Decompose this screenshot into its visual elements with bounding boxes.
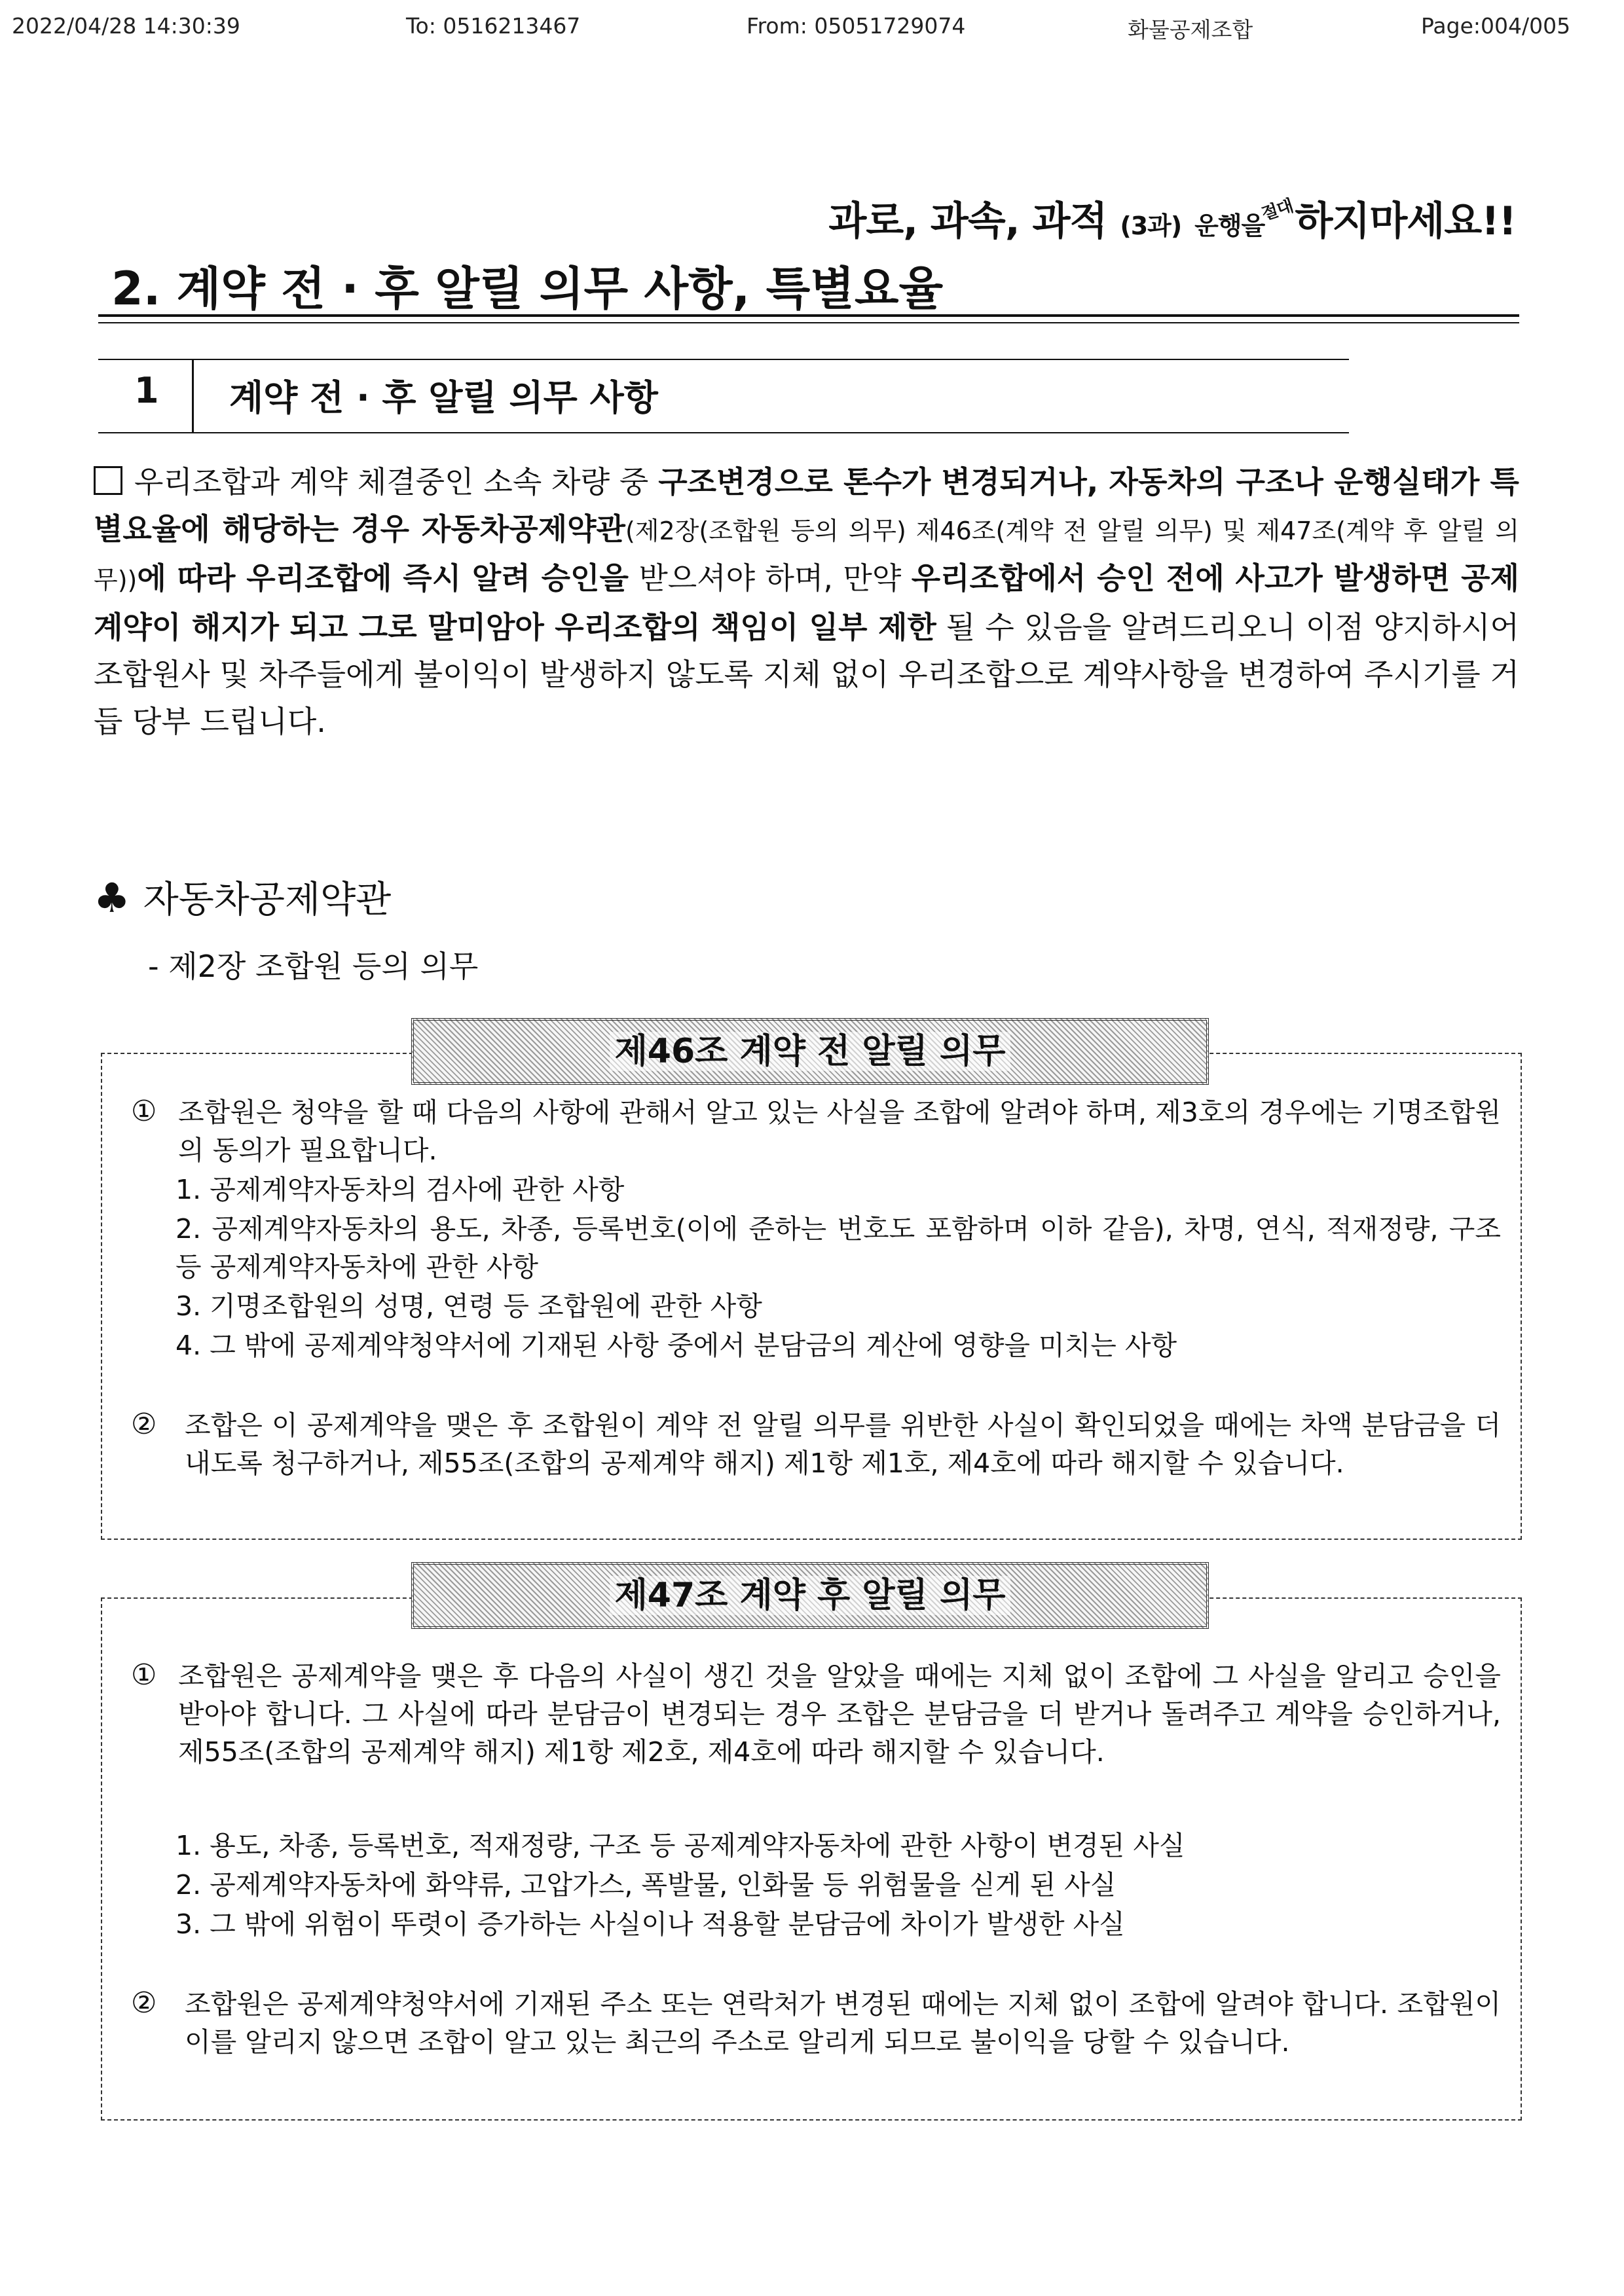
article-47-item: 1. 용도, 차종, 등록번호, 적재정량, 구조 등 공제계약자동차에 관한 사항이 변경된 사실 bbox=[175, 1830, 1185, 1861]
article-47-para2-number: ② bbox=[131, 1986, 157, 2020]
article-46-para1-number: ① bbox=[131, 1095, 157, 1128]
fax-to: To: 0516213467 bbox=[406, 13, 581, 39]
terms-heading: 자동차공제약관 bbox=[143, 879, 392, 921]
article-46-item: 4. 그 밖에 공제계약청약서에 기재된 사항 중에서 분담금의 계산에 영향을 미치는 사항 bbox=[175, 1330, 1177, 1361]
fax-from: From: 05051729074 bbox=[747, 13, 966, 39]
article-47-title-text: 제47조 계약 후 알릴 의무 bbox=[610, 1576, 1011, 1615]
fax-datetime: 2022/04/28 14:30:39 bbox=[12, 13, 240, 39]
intro-bold-1: 구조변경으로 톤수가 변경되거나, 자동차의 구조나 운행실태가 특별요율에 해당하는 경우 자동차공제약관 bbox=[94, 464, 1519, 547]
article-46-item: 2. 공제계약자동차의 용도, 차종, 등록번호(이에 준하는 번호도 포함하며 이하 같음), 차명, 연식, 적재정량, 구조 등 공제계약자동차에 관한 사항 bbox=[175, 1213, 1501, 1283]
title-rule bbox=[98, 314, 1519, 317]
fax-company: 화물공제조합 bbox=[1128, 17, 1253, 43]
article-46-item: 3. 기명조합원의 성명, 연령 등 조합원에 관한 사항 bbox=[175, 1290, 762, 1322]
slogan-part2: (3과) bbox=[1120, 211, 1182, 240]
article-47-item: 3. 그 밖에 위험이 뚜렷이 증가하는 사실이나 적용할 분담금에 차이가 발생한 사실 bbox=[175, 1908, 1125, 1940]
subsection-divider bbox=[192, 359, 194, 432]
article-46-para1: 조합원은 청약을 할 때 다음의 사항에 관해서 알고 있는 사실을 조합에 알려야 하며, 제3호의 경우에는 기명조합원의 동의가 필요합니다. bbox=[178, 1097, 1501, 1166]
intro-text-1: 우리조합과 계약 체결중인 소속 차량 중 bbox=[134, 464, 659, 500]
intro-bold-2: 에 따라 우리조합에 즉시 알려 승인을 bbox=[137, 560, 629, 596]
intro-text-4: 될 수 있음을 알려드리오니 이점 양지하시어 조합원사 및 차주들에게 불이익이 발생하지 않도록 지체 없이 우리조합으로 계약사항을 변경하여 주시기를 거듭 당부 드립니다. bbox=[94, 610, 1519, 739]
safety-slogan bbox=[828, 190, 1516, 246]
slogan-stamp: 절대 bbox=[1259, 196, 1296, 225]
subsection-number: 1 bbox=[134, 370, 159, 411]
subsection-title: 계약 전 · 후 알릴 의무 사항 bbox=[229, 377, 658, 418]
slogan-part4: 하지마세요!! bbox=[1295, 198, 1516, 244]
intro-text-3: 받으셔야 하며, 만약 bbox=[628, 560, 912, 596]
article-47-para2: 조합원은 공제계약청약서에 기재된 주소 또는 연락처가 변경된 때에는 지체 없이 조합에 알려야 합니다. 조합원이 이를 알리지 않으면 조합이 알고 있는 최근의 주소로 알리게 되므로 불이익을 당할 수 있습니다. bbox=[185, 1988, 1501, 2058]
intro-paragraph bbox=[94, 458, 1519, 745]
article-47-item: 2. 공제계약자동차에 화약류, 고압가스, 폭발물, 인화물 등 위험물을 싣게 된 사실 bbox=[175, 1869, 1116, 1901]
club-icon: ♣ bbox=[94, 874, 130, 922]
article-46-para2: 조합은 이 공제계약을 맺은 후 조합원이 계약 전 알릴 의무를 위반한 사실이 확인되었을 때에는 차액 분담금을 더 내도록 청구하거나, 제55조(조합의 공제계약 해지) 제1항 제1호, 제4호에 따라 해지할 수 있습니다. bbox=[185, 1410, 1501, 1479]
terms-heading-row bbox=[94, 871, 391, 923]
article-47-para1-number: ① bbox=[131, 1658, 157, 1692]
fax-page: Page:004/005 bbox=[1421, 13, 1571, 39]
article-46-title-text: 제46조 계약 전 알릴 의무 bbox=[610, 1032, 1011, 1071]
checkbox-icon bbox=[94, 466, 122, 495]
article-46-title bbox=[411, 1018, 1209, 1085]
subsection-bottom-rule bbox=[98, 432, 1349, 433]
section-title: 2. 계약 전 · 후 알릴 의무 사항, 특별요율 bbox=[111, 262, 944, 316]
article-46-para2-number: ② bbox=[131, 1408, 157, 1441]
title-rule-thin bbox=[98, 322, 1519, 323]
intro-text-2: (제2장(조합원 등의 의무) 제46조(계약 전 알릴 의무) 및 제47조(계약 후 알릴 의무)) bbox=[94, 517, 1519, 594]
intro-bold-3: 우리조합에서 승인 전에 사고가 발생하면 공제계약이 해지가 되고 그로 말미암아 우리조합의 책임이 일부 제한 bbox=[94, 560, 1519, 645]
slogan-part1: 과로, 과속, 과적 bbox=[828, 198, 1107, 244]
slogan-part3: 운행을 bbox=[1194, 211, 1265, 240]
subsection-top-rule bbox=[98, 359, 1349, 360]
article-47-title bbox=[411, 1562, 1209, 1629]
article-46-item: 1. 공제계약자동차의 검사에 관한 사항 bbox=[175, 1174, 625, 1205]
article-47-para1: 조합원은 공제계약을 맺은 후 다음의 사실이 생긴 것을 알았을 때에는 지체 없이 조합에 그 사실을 알리고 승인을 받아야 합니다. 그 사실에 따라 분담금이 변경되는 경우 조합은 분담금을 더 받거나 돌려주고 계약을 승인하거나, 제55조(조합의 공제계약 해지) 제1항 제2호, 제4호에 따라 해지할 수 있습니다. bbox=[178, 1660, 1501, 1768]
chapter-label: - 제2장 조합원 등의 의무 bbox=[148, 949, 479, 984]
